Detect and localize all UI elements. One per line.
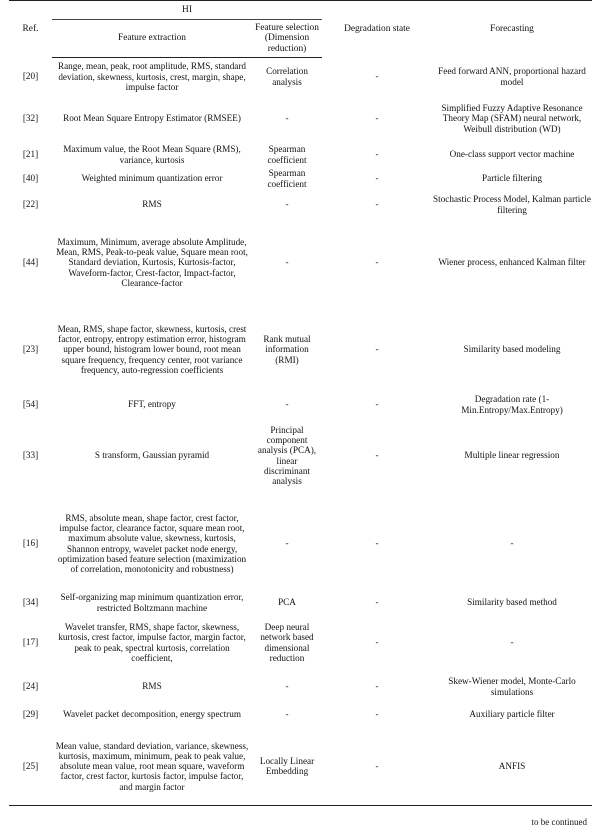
cell-selection: -: [285, 538, 289, 549]
cell-state: -: [375, 681, 379, 692]
cell-selection: Spearman coefficient: [267, 168, 307, 189]
cell-extraction: Root Mean Square Entropy Estimator (RMSEE): [63, 113, 241, 124]
table-row: [9, 58, 592, 96]
cell-state: -: [375, 344, 379, 355]
cell-state: -: [375, 113, 379, 124]
cell-state: -: [375, 450, 379, 461]
cell-ref: [32]: [22, 113, 39, 124]
cell-extraction: RMS: [142, 199, 162, 210]
cell-forecasting: Stochastic Process Model, Kalman particle filtering: [433, 194, 591, 215]
cell-extraction: Wavelet packet decomposition, energy spectrum: [63, 709, 241, 720]
header-forecasting: Forecasting: [432, 1, 592, 58]
cell-extraction: Weighted minimum quantization error: [81, 173, 223, 184]
to-be-continued-note: to be continued: [531, 817, 587, 827]
cell-extraction: Self-organizing map minimum quantization error, restricted Boltzmann machine: [60, 592, 244, 613]
cell-forecasting: Wiener process, enhanced Kalman filter: [438, 257, 586, 268]
cell-selection: Locally Linear Embedding: [252, 728, 322, 806]
table-row: [9, 96, 592, 142]
cell-forecasting: -: [510, 538, 514, 549]
cell-state: -: [375, 597, 379, 608]
table-row: [9, 394, 592, 416]
cell-state: -: [375, 149, 379, 160]
cell-extraction: Mean, RMS, shape factor, skewness, kurtosis, crest factor, entropy, entropy estimation error, histogram upper bound, histogram lower bound, root mean square frequency, frequency center, root variance frequency, auto-regression coefficients: [57, 323, 247, 375]
cell-ref: [40]: [22, 173, 39, 184]
cell-extraction: Maximum value, the Root Mean Square (RMS), variance, kurtosis: [63, 144, 241, 165]
header-ref: Ref.: [9, 1, 52, 58]
cell-forecasting: Particle filtering: [482, 173, 542, 184]
cell-state: -: [375, 173, 379, 184]
table-row: [9, 142, 592, 168]
table-row: [9, 614, 592, 672]
table-row: [9, 168, 592, 190]
cell-selection: -: [285, 257, 289, 268]
cell-ref: [24]: [22, 681, 39, 692]
cell-selection: Correlation analysis: [266, 66, 308, 87]
cell-ref: [22]: [22, 199, 39, 210]
cell-extraction: S transform, Gaussian pyramid: [94, 450, 210, 461]
cell-selection: PCA: [278, 597, 296, 608]
hi-methods-table: [9, 0, 592, 806]
cell-selection: Spearman coefficient: [267, 144, 307, 165]
cell-selection: Principal component analysis (PCA), linear discriminant analysis: [257, 424, 317, 487]
table-body: [9, 58, 592, 806]
cell-extraction: Range, mean, peak, root amplitude, RMS, standard deviation, skewness, kurtosis, crest, margin, shape, impulse factor: [57, 61, 247, 92]
table-row: [9, 306, 592, 394]
header-hi-group: HI: [52, 1, 322, 20]
cell-forecasting: Skew-Wiener model, Monte-Carlo simulations: [448, 676, 576, 697]
cell-forecasting: Simplified Fuzzy Adaptive Resonance Theory Map (SFAM) neural network, Weibull distribution (WD): [441, 103, 583, 134]
cell-state: -: [375, 538, 379, 549]
cell-forecasting: Multiple linear regression: [464, 450, 560, 461]
cell-selection: -: [285, 681, 289, 692]
cell-forecasting: One-class support vector machine: [449, 149, 575, 160]
cell-extraction: RMS: [142, 681, 162, 692]
cell-forecasting: -: [510, 637, 514, 648]
cell-ref: [23]: [22, 344, 39, 355]
cell-selection: Rank mutual information (RMI): [263, 334, 311, 365]
cell-ref: [34]: [22, 597, 39, 608]
cell-forecasting: Similarity based modeling: [463, 344, 561, 355]
cell-ref: [44]: [22, 257, 39, 268]
cell-state: -: [375, 199, 379, 210]
cell-extraction: Mean value, standard deviation, variance, skewness, kurtosis, maximum, minimum, peak to peak value, absolute mean value, root mean square, waveform factor, crest factor, kurtosis factor, impulse factor, and margin factor: [52, 728, 252, 806]
cell-selection: -: [285, 399, 289, 410]
table-row: [9, 416, 592, 496]
cell-extraction: RMS, absolute mean, shape factor, crest factor, impulse factor, clearance factor, square mean root, maximum absolute value, skewness, kurtosis, Shannon entropy, wavelet packet node energy, optimization based feature selection (maximization of correlation, monotonicity and robustness): [57, 512, 247, 575]
cell-forecasting: Auxiliary particle filter: [469, 709, 555, 720]
cell-selection: -: [285, 199, 289, 210]
cell-forecasting: ANFIS: [432, 728, 592, 806]
cell-forecasting: Feed forward ANN, proportional hazard model: [438, 66, 586, 87]
cell-extraction: Maximum, Minimum, average absolute Amplitude, Mean, RMS, Peak-to-peak value, Square mean root, Standard deviation, Kurtosis, Kurtosis-factor, Waveform-factor, Crest-factor, Impact-factor, Clearance-factor: [56, 236, 248, 288]
cell-ref: [20]: [22, 71, 39, 82]
cell-selection: Deep neural network based dimensional reduction: [260, 621, 314, 663]
cell-forecasting: Similarity based method: [467, 597, 557, 608]
cell-ref: [16]: [22, 538, 39, 549]
cell-selection: -: [285, 113, 289, 124]
cell-state: -: [322, 728, 432, 806]
cell-ref: [33]: [22, 450, 39, 461]
cell-ref: [25]: [9, 728, 52, 806]
table-row: [9, 220, 592, 306]
cell-ref: [17]: [22, 637, 39, 648]
table-row: [9, 672, 592, 702]
cell-ref: [29]: [22, 709, 39, 720]
header-feature-selection: Feature selection (Dimension reduction): [252, 20, 322, 58]
cell-state: -: [375, 709, 379, 720]
header-feature-extraction: Feature extraction: [52, 20, 252, 58]
cell-selection: -: [285, 709, 289, 720]
table-row: [9, 728, 592, 806]
cell-ref: [54]: [22, 399, 39, 410]
table-row: [9, 702, 592, 728]
cell-extraction: Wavelet transfer, RMS, shape factor, skewness, kurtosis, crest factor, impulse factor, margin factor, peak to peak, spectral kurtosis, correlation coefficient,: [58, 621, 246, 663]
cell-state: -: [375, 637, 379, 648]
cell-state: -: [375, 399, 379, 410]
cell-state: -: [375, 71, 379, 82]
cell-extraction: FFT, entropy: [128, 399, 176, 410]
table-row: [9, 496, 592, 592]
cell-ref: [21]: [22, 149, 39, 160]
header-degradation-state: Degradation state: [322, 1, 432, 58]
table-row: [9, 190, 592, 220]
table-row: [9, 592, 592, 614]
cell-forecasting: Degradation rate (1-Min.Entropy/Max.Entropy): [461, 394, 563, 415]
cell-state: -: [375, 257, 379, 268]
